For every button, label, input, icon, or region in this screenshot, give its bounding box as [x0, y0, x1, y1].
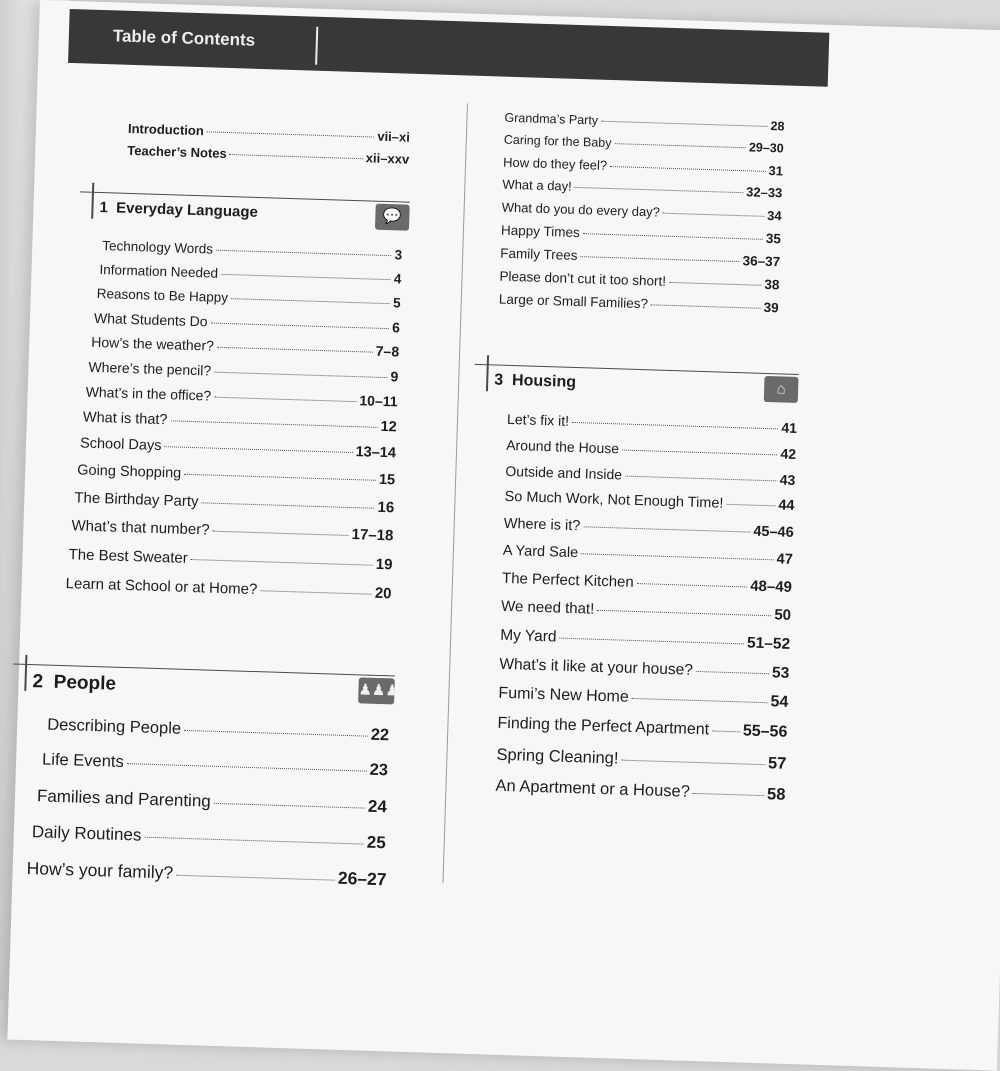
page-title: Table of Contents: [112, 26, 256, 50]
toc-entry[interactable]: What’s that number? 17–18: [71, 517, 394, 545]
dot-leader: [572, 422, 778, 429]
dot-leader: [127, 763, 367, 772]
dot-leader: [214, 397, 356, 402]
toc-entry[interactable]: The Birthday Party 16: [74, 489, 395, 517]
dot-leader: [211, 323, 390, 330]
dot-leader: [726, 504, 775, 507]
dot-leader: [597, 610, 771, 616]
toc-entry[interactable]: What’s it like at your house? 53: [499, 655, 790, 682]
toc-entry[interactable]: Reasons to Be Happy 5: [96, 285, 401, 311]
dot-leader: [207, 131, 375, 137]
toc-entry[interactable]: Information Needed 4: [99, 262, 402, 287]
toc-entry[interactable]: What’s in the office? 10–11: [85, 383, 398, 410]
section-title: 3 Housing: [494, 371, 577, 392]
dot-leader: [637, 583, 748, 587]
dot-leader: [559, 638, 744, 645]
house-icon: ⌂: [764, 376, 799, 403]
toc-entry[interactable]: Outside and Inside 43: [505, 462, 796, 488]
toc-entry[interactable]: The Best Sweater 19: [68, 546, 393, 574]
section-header-everyday-language: [79, 191, 410, 230]
toc-entry[interactable]: Family Trees 36–37: [500, 245, 781, 270]
toc-entry[interactable]: What do you do every day? 34: [501, 199, 782, 224]
toc-entry[interactable]: Fumi’s New Home 54: [498, 684, 789, 711]
section-tick: [486, 355, 489, 391]
dot-leader: [669, 282, 761, 286]
section-title: 2 People: [32, 671, 117, 695]
entry-title: Introduction: [127, 120, 205, 139]
toc-entry-teachers-notes[interactable]: [127, 143, 409, 167]
dot-leader: [580, 256, 739, 262]
section-title: 1 Everyday Language: [99, 198, 259, 221]
toc-entry[interactable]: Where is it? 45–46: [503, 515, 794, 541]
dot-leader: [693, 793, 764, 796]
dot-leader: [201, 502, 374, 508]
dot-leader: [184, 730, 368, 737]
toc-entry[interactable]: How do they feel? 31: [502, 154, 784, 179]
dot-leader: [601, 121, 767, 127]
dot-leader: [581, 553, 774, 560]
toc-entry[interactable]: Please don’t cut it too short! 38: [499, 268, 780, 293]
dot-leader: [221, 274, 391, 280]
toc-entry[interactable]: Life Events 23: [41, 750, 389, 780]
header-band: [68, 9, 829, 87]
entry-page: xii–xxv: [365, 150, 410, 167]
dot-leader: [696, 671, 769, 674]
toc-entry[interactable]: Large or Small Families? 39: [498, 291, 779, 316]
toc-entry[interactable]: The Perfect Kitchen 48–49: [501, 569, 793, 596]
dot-leader: [164, 446, 352, 453]
section-header-housing: [474, 364, 799, 403]
dot-leader: [610, 166, 765, 172]
dot-leader: [632, 698, 768, 703]
entry-page: vii–xi: [377, 128, 411, 145]
column-divider: [442, 103, 467, 883]
toc-entry[interactable]: Describing People 22: [46, 715, 390, 745]
dot-leader: [144, 837, 363, 845]
toc-entry[interactable]: Technology Words 3: [102, 238, 403, 263]
chat-bubbles-icon: 💬: [375, 204, 410, 231]
header-divider: [315, 27, 318, 65]
toc-entry[interactable]: Finding the Perfect Apartment 55–56: [497, 714, 788, 741]
toc-entry[interactable]: Where’s the pencil? 9: [88, 358, 399, 385]
toc-entry[interactable]: Families and Parenting 24: [36, 786, 388, 817]
toc-entry[interactable]: Let’s fix it! 41: [506, 410, 798, 436]
dot-leader: [651, 304, 761, 308]
toc-entry[interactable]: How’s the weather? 7–8: [91, 333, 400, 360]
toc-entry[interactable]: We need that! 50: [500, 597, 792, 624]
section-tick: [91, 183, 94, 219]
toc-entry[interactable]: An Apartment or a House? 58: [495, 776, 786, 804]
toc-entry[interactable]: So Much Work, Not Enough Time! 44: [504, 488, 795, 514]
toc-entry[interactable]: Grandma’s Party 28: [504, 110, 785, 134]
dot-leader: [583, 526, 750, 532]
toc-entry[interactable]: Going Shopping 15: [76, 462, 396, 489]
dot-leader: [621, 760, 765, 766]
dot-leader: [217, 347, 373, 353]
toc-entry[interactable]: Learn at School or at Home? 20: [65, 575, 392, 603]
dot-leader: [583, 233, 763, 240]
dot-leader: [614, 143, 745, 148]
toc-entry-introduction[interactable]: [128, 121, 410, 145]
dot-leader: [622, 450, 778, 456]
toc-entry[interactable]: A Yard Sale 47: [502, 542, 794, 568]
toc-entry[interactable]: What a day! 32–33: [502, 176, 783, 201]
toc-entry[interactable]: How’s your family? 26–27: [26, 858, 387, 890]
dot-leader: [170, 420, 377, 428]
dot-leader: [663, 213, 764, 217]
dot-leader: [575, 187, 743, 193]
toc-page: [7, 0, 1000, 1071]
toc-entry[interactable]: Daily Routines 25: [31, 822, 386, 853]
dot-leader: [214, 803, 365, 809]
dot-leader: [625, 476, 777, 482]
toc-entry[interactable]: School Days 13–14: [79, 435, 397, 462]
dot-leader: [231, 298, 390, 304]
toc-entry[interactable]: Spring Cleaning! 57: [496, 745, 787, 773]
dot-leader: [260, 590, 372, 595]
dot-leader: [176, 875, 335, 881]
toc-entry[interactable]: Caring for the Baby 29–30: [503, 132, 784, 156]
toc-entry[interactable]: My Yard 51–52: [500, 626, 791, 653]
dot-leader: [216, 250, 392, 257]
dot-leader: [712, 730, 740, 732]
dot-leader: [213, 531, 349, 536]
dot-leader: [214, 372, 387, 378]
people-group-icon: ♟♟♟: [358, 677, 395, 704]
toc-entry[interactable]: What is that? 12: [82, 409, 398, 436]
dot-leader: [191, 559, 373, 566]
section-header-people: [12, 663, 400, 704]
dot-leader: [230, 154, 363, 159]
entry-title: Teacher’s Notes: [127, 142, 227, 161]
section-tick: [24, 655, 27, 691]
toc-entry[interactable]: Happy Times 35: [500, 222, 782, 247]
dot-leader: [184, 474, 376, 481]
toc-entry[interactable]: Around the House 42: [506, 436, 797, 462]
toc-entry[interactable]: What Students Do 6: [93, 309, 401, 336]
